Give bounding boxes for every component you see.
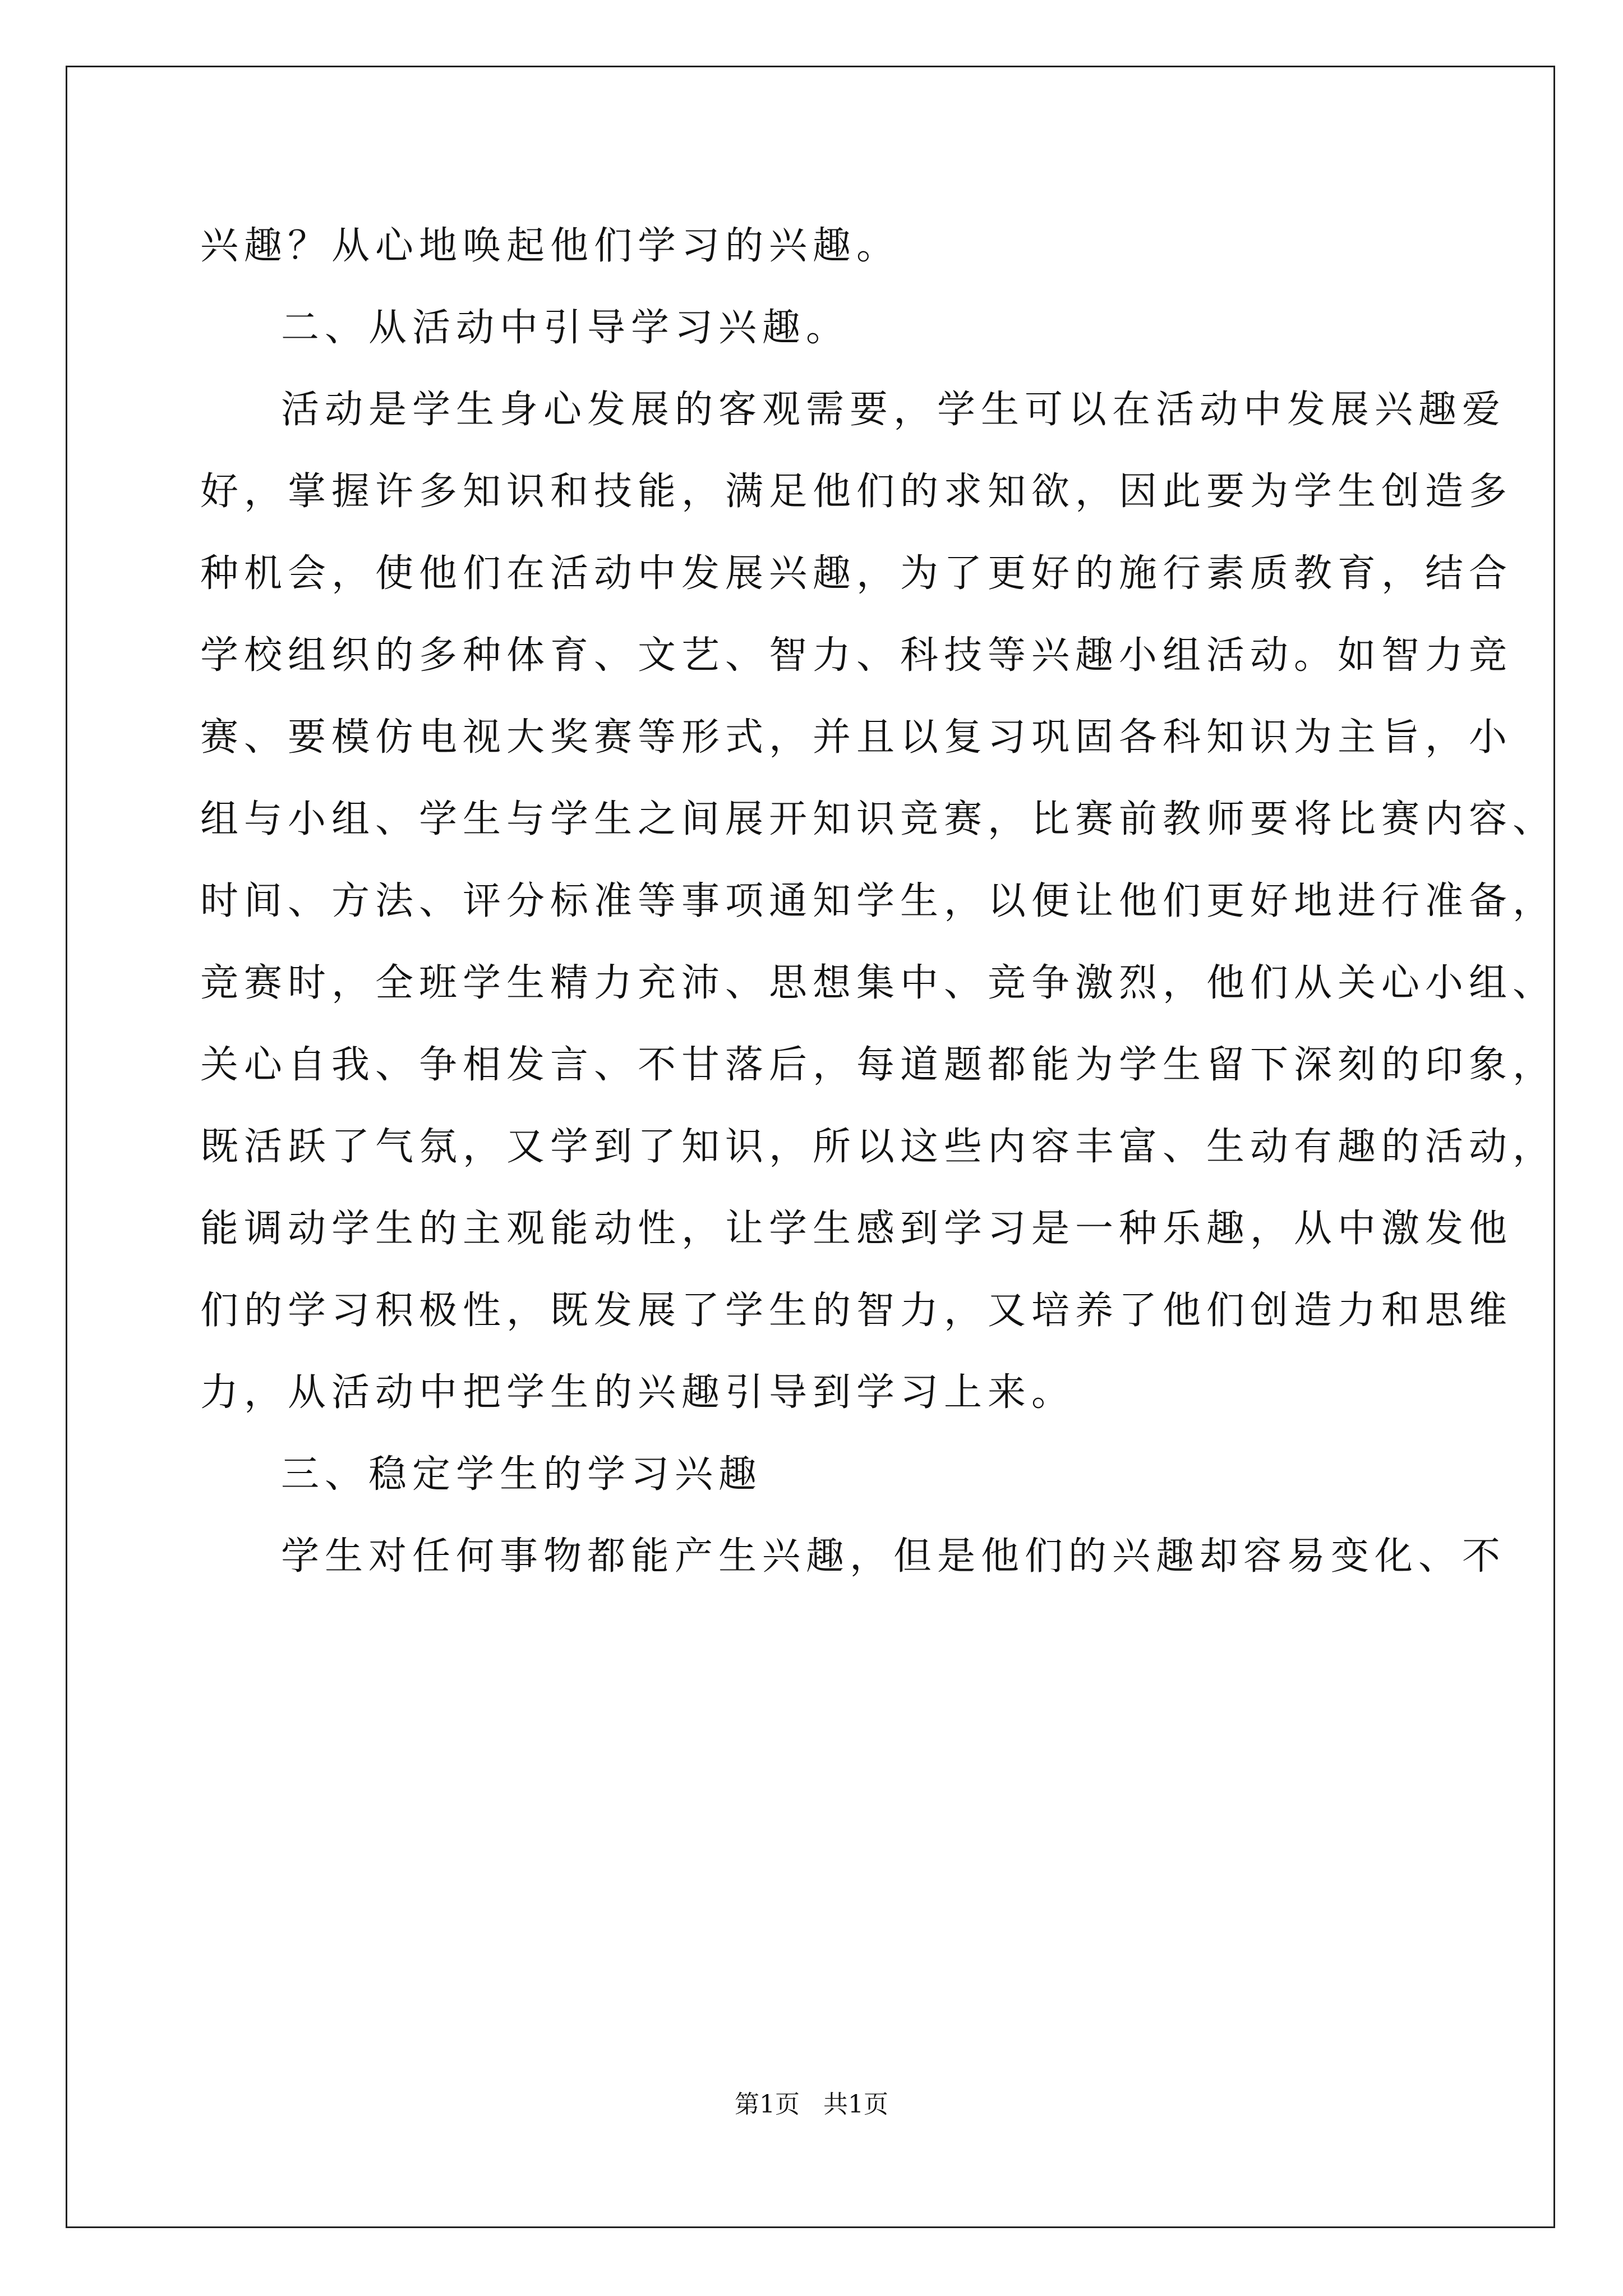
page-footer: 第1页 共1页 [735,2090,888,2119]
text-line: 们的学习积极性，既发展了学生的智力，又培养了他们创造力和思维 [200,1289,1513,1333]
text-line: 组与小组、学生与学生之间展开知识竞赛，比赛前教师要将比赛内容、 [200,797,1557,841]
text-line: 种机会，使他们在活动中发展兴趣，为了更好的施行素质教育，结合 [200,551,1513,596]
section-heading: 三、稳定学生的学习兴趣 [281,1452,763,1497]
text-line: 兴趣？从心地唤起他们学习的兴趣。 [200,224,901,268]
text-line: 活动是学生身心发展的客观需要，学生可以在活动中发展兴趣爱 [281,388,1506,432]
text-line: 能调动学生的主观能动性，让学生感到学习是一种乐趣，从中激发他 [200,1207,1513,1251]
text-line: 时间、方法、评分标准等事项通知学生，以便让他们更好地进行准备， [200,879,1557,923]
body-text [200,205,1557,1598]
text-line: 学校组织的多种体育、文艺、智力、科技等兴趣小组活动。如智力竞 [200,633,1513,678]
text-line: 好，掌握许多知识和技能，满足他们的求知欲，因此要为学生创造多 [200,470,1513,514]
section-heading: 二、从活动中引导学习兴趣。 [281,306,850,350]
text-line: 赛、要模仿电视大奖赛等形式，并且以复习巩固各科知识为主旨，小 [200,715,1513,760]
text-line: 关心自我、争相发言、不甘落后，每道题都能为学生留下深刻的印象， [200,1043,1557,1087]
text-line: 力，从活动中把学生的兴趣引导到学习上来。 [200,1370,1076,1415]
text-line: 既活跃了气氛，又学到了知识，所以这些内容丰富、生动有趣的活动， [200,1125,1557,1169]
text-line: 竞赛时，全班学生精力充沛、思想集中、竞争激烈，他们从关心小组、 [200,961,1557,1005]
text-line: 学生对任何事物都能产生兴趣，但是他们的兴趣却容易变化、不 [281,1534,1506,1579]
